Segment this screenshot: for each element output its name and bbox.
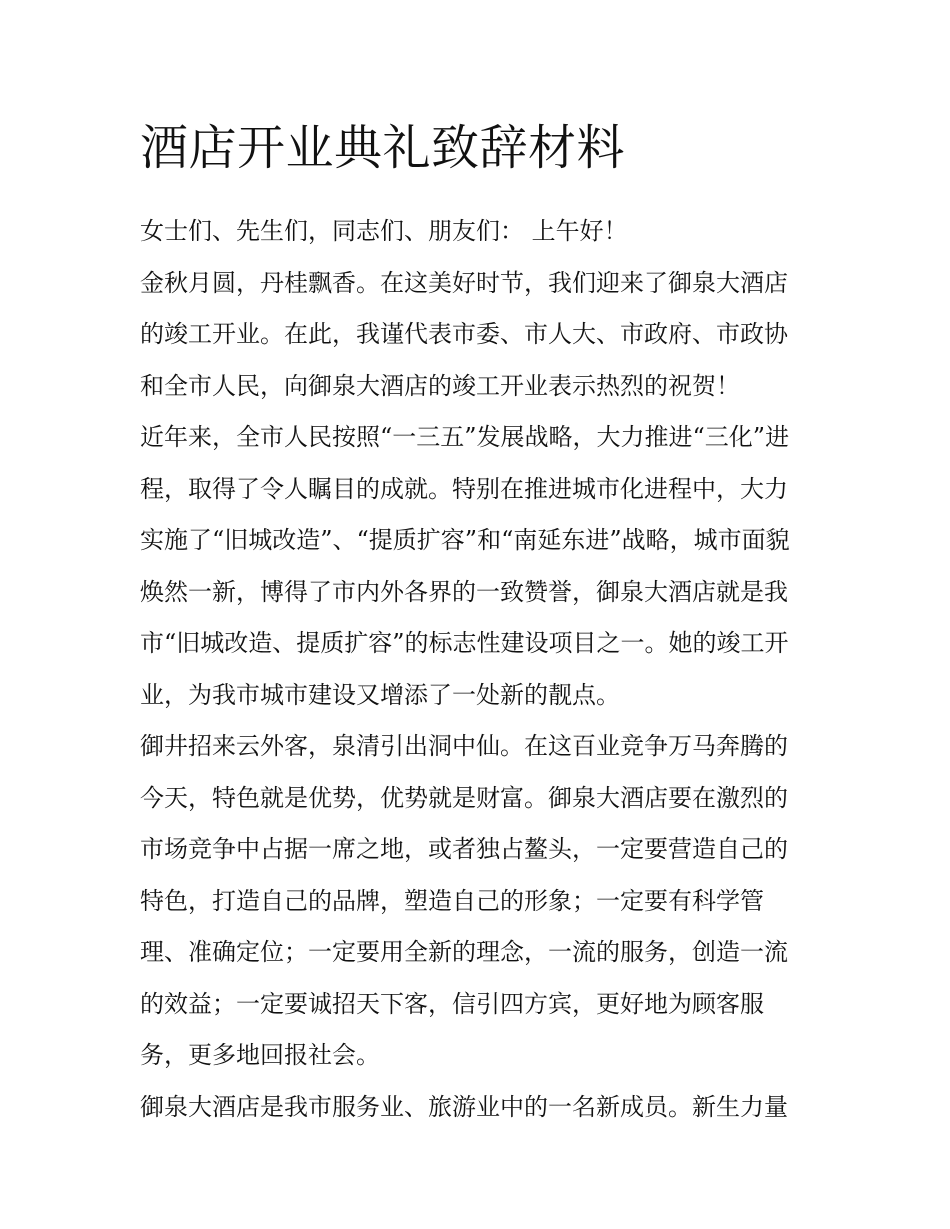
- text-line: 今天，特色就是优势，优势就是财富。御泉大酒店要在激烈的: [140, 783, 788, 812]
- document-body: [140, 206, 816, 1133]
- text-line: 理、准确定位；一定要用全新的理念，一流的服务，创造一流: [140, 938, 788, 966]
- text-line: 焕然一新，博得了市内外各界的一致赞誉，御泉大酒店就是我: [140, 577, 788, 606]
- document-page: [140, 112, 816, 1133]
- text-line: 御泉大酒店是我市服务业、旅游业中的一名新成员。新生力量: [140, 1092, 788, 1121]
- text-line: 业，为我市城市建设又增添了一处新的靓点。: [140, 680, 620, 709]
- text-line: 务，更多地回报社会。: [140, 1041, 380, 1069]
- text-line: 程，取得了令人瞩目的成就。特别在推进城市化进程中，大力: [140, 474, 788, 503]
- text-line: 市场竞争中占据一席之地，或者独占鳌头，一定要营造自己的: [140, 835, 788, 863]
- text-line: 金秋月圆，丹桂飘香。在这美好时节，我们迎来了御泉大酒店: [140, 268, 788, 297]
- text-line: 御井招来云外客，泉清引出洞中仙。在这百业竞争万马奔腾的: [140, 732, 788, 760]
- text-line: 的竣工开业。在此，我谨代表市委、市人大、市政府、市政协: [140, 320, 788, 348]
- text-line: 实施了“旧城改造”、“提质扩容”和“南延东进”战略，城市面貌: [140, 526, 790, 554]
- text-line: 市“旧城改造、提质扩容”的标志性建设项目之一。她的竣工开: [140, 629, 789, 657]
- text-line: 特色，打造自己的品牌，塑造自己的形象；一定要有科学管: [140, 886, 764, 915]
- document-title: 酒店开业典礼致辞材料: [140, 120, 626, 176]
- text-line: 的效益；一定要诚招天下客，信引四方宾，更好地为顾客服: [140, 989, 764, 1018]
- text-line: 女士们、先生们，同志们、朋友们： 上午好！: [140, 217, 628, 245]
- text-line: 和全市人民，向御泉大酒店的竣工开业表示热烈的祝贺！: [140, 371, 740, 400]
- text-line: 近年来，全市人民按照“一三五”发展战略，大力推进“三化”进: [140, 423, 790, 451]
